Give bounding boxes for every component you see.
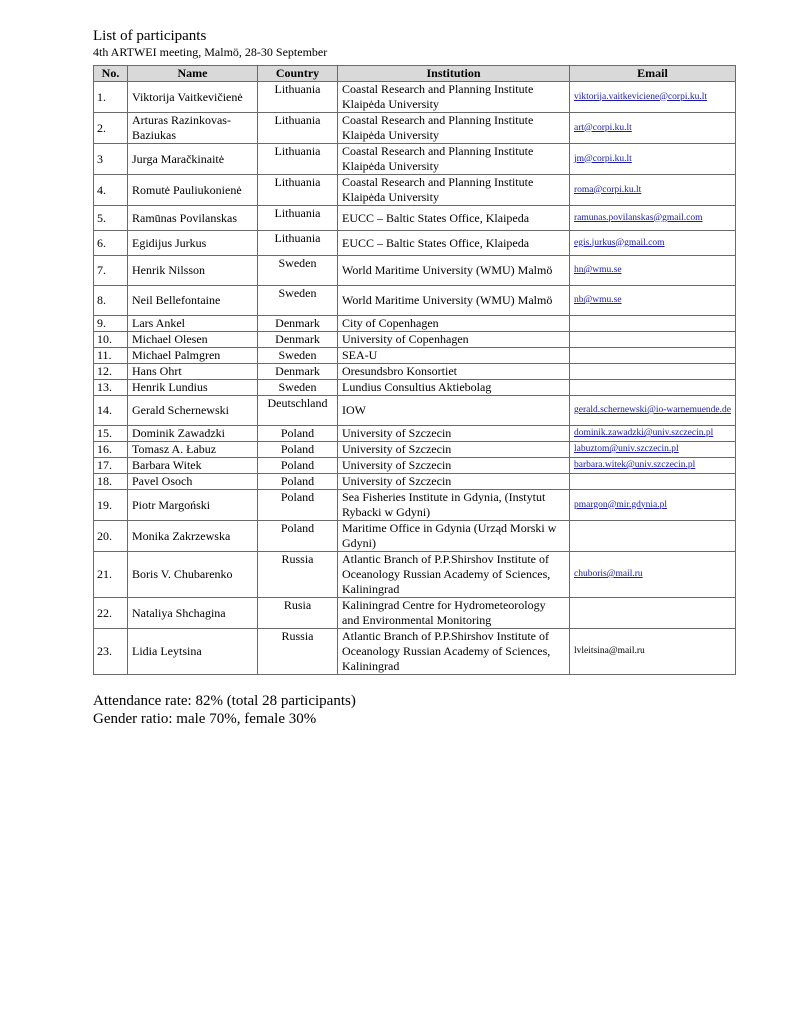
document-title: List of participants (93, 28, 207, 44)
participant-name: Jurga Maračkinaitė (128, 144, 258, 175)
participant-email[interactable]: ramunas.povilanskas@gmail.com (570, 206, 736, 231)
row-number: 14. (94, 396, 128, 426)
participant-email[interactable]: roma@corpi.ku.lt (570, 175, 736, 206)
participant-country: Russia (258, 552, 338, 598)
participant-country: Denmark (258, 332, 338, 348)
participant-email[interactable]: viktorija.vaitkeviciene@corpi.ku.lt (570, 82, 736, 113)
participants-table (93, 65, 736, 675)
table-row (94, 629, 736, 675)
column-header-country: Country (258, 66, 338, 82)
document-page (93, 28, 735, 728)
table-row (94, 175, 736, 206)
table-row (94, 348, 736, 364)
participant-institution: SEA-U (338, 348, 570, 364)
participant-email[interactable]: gerald.schernewski@io-warnemuende.de (570, 396, 736, 426)
participant-country: Poland (258, 521, 338, 552)
participant-institution: World Maritime University (WMU) Malmö (338, 286, 570, 316)
participant-name: Nataliya Shchagina (128, 598, 258, 629)
participant-email (570, 598, 736, 629)
table-row (94, 521, 736, 552)
participant-country: Sweden (258, 348, 338, 364)
participant-institution: Coastal Research and Planning Institute Klaipėda University (338, 144, 570, 175)
participant-country: Poland (258, 442, 338, 458)
row-number: 7. (94, 256, 128, 286)
participant-country: Sweden (258, 256, 338, 286)
table-row (94, 332, 736, 348)
row-number: 20. (94, 521, 128, 552)
row-number: 10. (94, 332, 128, 348)
table-row (94, 206, 736, 231)
participant-institution: IOW (338, 396, 570, 426)
participant-name: Lidia Leytsina (128, 629, 258, 675)
participant-country: Lithuania (258, 231, 338, 256)
attendance-rate: Attendance rate: 82% (total 28 participants) (93, 693, 356, 709)
row-number: 5. (94, 206, 128, 231)
participant-institution: City of Copenhagen (338, 316, 570, 332)
participant-institution: Kaliningrad Centre for Hydrometeorology and Environmental Monitoring (338, 598, 570, 629)
participant-country: Poland (258, 490, 338, 521)
participant-email[interactable]: labuztom@univ.szczecin.pl (570, 442, 736, 458)
participant-country: Russia (258, 629, 338, 675)
table-row (94, 426, 736, 442)
participant-institution: Coastal Research and Planning Institute Klaipėda University (338, 113, 570, 144)
participant-email[interactable]: barbara.witek@univ.szczecin.pl (570, 458, 736, 474)
column-header-no: No. (94, 66, 128, 82)
row-number: 23. (94, 629, 128, 675)
participant-country: Lithuania (258, 113, 338, 144)
table-row (94, 144, 736, 175)
participant-country: Rusia (258, 598, 338, 629)
table-row (94, 552, 736, 598)
participant-email[interactable]: chuboris@mail.ru (570, 552, 736, 598)
participant-email: lvleitsina@mail.ru (570, 629, 736, 675)
row-number: 12. (94, 364, 128, 380)
row-number: 15. (94, 426, 128, 442)
participant-email[interactable]: nb@wmu.se (570, 286, 736, 316)
summary-stats (93, 692, 735, 728)
row-number: 8. (94, 286, 128, 316)
participant-email (570, 364, 736, 380)
participant-email (570, 316, 736, 332)
participant-name: Michael Palmgren (128, 348, 258, 364)
participant-email (570, 474, 736, 490)
participant-country: Poland (258, 474, 338, 490)
participant-email[interactable]: art@corpi.ku.lt (570, 113, 736, 144)
table-row (94, 256, 736, 286)
participant-country: Denmark (258, 316, 338, 332)
participant-name: Gerald Schernewski (128, 396, 258, 426)
participant-institution: Atlantic Branch of P.P.Shirshov Institute of Oceanology Russian Academy of Sciences, Kaliningrad (338, 552, 570, 598)
table-row (94, 474, 736, 490)
participant-email (570, 332, 736, 348)
participant-name: Arturas Razinkovas-Baziukas (128, 113, 258, 144)
participant-email[interactable]: egis.jurkus@gmail.com (570, 231, 736, 256)
participant-institution: Coastal Research and Planning Institute Klaipėda University (338, 82, 570, 113)
participant-institution: University of Szczecin (338, 458, 570, 474)
participant-email (570, 380, 736, 396)
row-number: 16. (94, 442, 128, 458)
participant-email[interactable]: jm@corpi.ku.lt (570, 144, 736, 175)
column-header-name: Name (128, 66, 258, 82)
document-subtitle: 4th ARTWEI meeting, Malmö, 28-30 September (93, 45, 328, 59)
participant-email[interactable]: pmargon@mir.gdynia.pl (570, 490, 736, 521)
table-row (94, 316, 736, 332)
participant-institution: Oresundsbro Konsortiet (338, 364, 570, 380)
row-number: 9. (94, 316, 128, 332)
participant-name: Piotr Margoński (128, 490, 258, 521)
participant-institution: World Maritime University (WMU) Malmö (338, 256, 570, 286)
participant-name: Ramūnas Povilanskas (128, 206, 258, 231)
participant-country: Deutschland (258, 396, 338, 426)
row-number: 17. (94, 458, 128, 474)
participant-institution: EUCC – Baltic States Office, Klaipeda (338, 231, 570, 256)
table-row (94, 490, 736, 521)
participant-name: Henrik Nilsson (128, 256, 258, 286)
participant-country: Sweden (258, 380, 338, 396)
participant-country: Denmark (258, 364, 338, 380)
row-number: 1. (94, 82, 128, 113)
participant-email (570, 521, 736, 552)
table-row (94, 598, 736, 629)
participant-institution: Sea Fisheries Institute in Gdynia, (Instytut Rybacki w Gdyni) (338, 490, 570, 521)
participant-country: Lithuania (258, 82, 338, 113)
participant-name: Tomasz A. Łabuz (128, 442, 258, 458)
row-number: 22. (94, 598, 128, 629)
row-number: 13. (94, 380, 128, 396)
participant-name: Dominik Zawadzki (128, 426, 258, 442)
participant-institution: University of Szczecin (338, 442, 570, 458)
row-number: 4. (94, 175, 128, 206)
table-row (94, 231, 736, 256)
table-row (94, 113, 736, 144)
participant-name: Boris V. Chubarenko (128, 552, 258, 598)
table-row (94, 380, 736, 396)
row-number: 2. (94, 113, 128, 144)
column-header-email: Email (570, 66, 736, 82)
participant-name: Hans Ohrt (128, 364, 258, 380)
participant-institution: University of Copenhagen (338, 332, 570, 348)
participant-institution: University of Szczecin (338, 426, 570, 442)
table-body (94, 82, 736, 675)
participant-name: Henrik Lundius (128, 380, 258, 396)
participant-institution: Atlantic Branch of P.P.Shirshov Institute of Oceanology Russian Academy of Sciences, Kaliningrad (338, 629, 570, 675)
row-number: 19. (94, 490, 128, 521)
participant-country: Poland (258, 426, 338, 442)
participant-name: Egidijus Jurkus (128, 231, 258, 256)
table-header-row (94, 66, 736, 82)
table-row (94, 458, 736, 474)
participant-email[interactable]: dominik.zawadzki@univ.szczecin.pl (570, 426, 736, 442)
participant-email[interactable]: hn@wmu.se (570, 256, 736, 286)
participant-name: Viktorija Vaitkevičienė (128, 82, 258, 113)
participant-name: Pavel Osoch (128, 474, 258, 490)
table-row (94, 364, 736, 380)
participant-country: Lithuania (258, 206, 338, 231)
row-number: 11. (94, 348, 128, 364)
row-number: 21. (94, 552, 128, 598)
participant-institution: Coastal Research and Planning Institute Klaipėda University (338, 175, 570, 206)
participant-name: Monika Zakrzewska (128, 521, 258, 552)
table-row (94, 286, 736, 316)
participant-name: Barbara Witek (128, 458, 258, 474)
participant-institution: Maritime Office in Gdynia (Urząd Morski w Gdyni) (338, 521, 570, 552)
participant-country: Poland (258, 458, 338, 474)
participant-name: Romutė Pauliukonienė (128, 175, 258, 206)
table-row (94, 442, 736, 458)
participant-institution: Lundius Consultius Aktiebolag (338, 380, 570, 396)
table-row (94, 82, 736, 113)
participant-email (570, 348, 736, 364)
participant-country: Lithuania (258, 175, 338, 206)
participant-country: Lithuania (258, 144, 338, 175)
participant-institution: University of Szczecin (338, 474, 570, 490)
row-number: 18. (94, 474, 128, 490)
participant-name: Michael Olesen (128, 332, 258, 348)
gender-ratio: Gender ratio: male 70%, female 30% (93, 711, 317, 727)
column-header-institution: Institution (338, 66, 570, 82)
table-row (94, 396, 736, 426)
participant-country: Sweden (258, 286, 338, 316)
row-number: 3 (94, 144, 128, 175)
participant-name: Lars Ankel (128, 316, 258, 332)
participant-name: Neil Bellefontaine (128, 286, 258, 316)
participant-institution: EUCC – Baltic States Office, Klaipeda (338, 206, 570, 231)
row-number: 6. (94, 231, 128, 256)
